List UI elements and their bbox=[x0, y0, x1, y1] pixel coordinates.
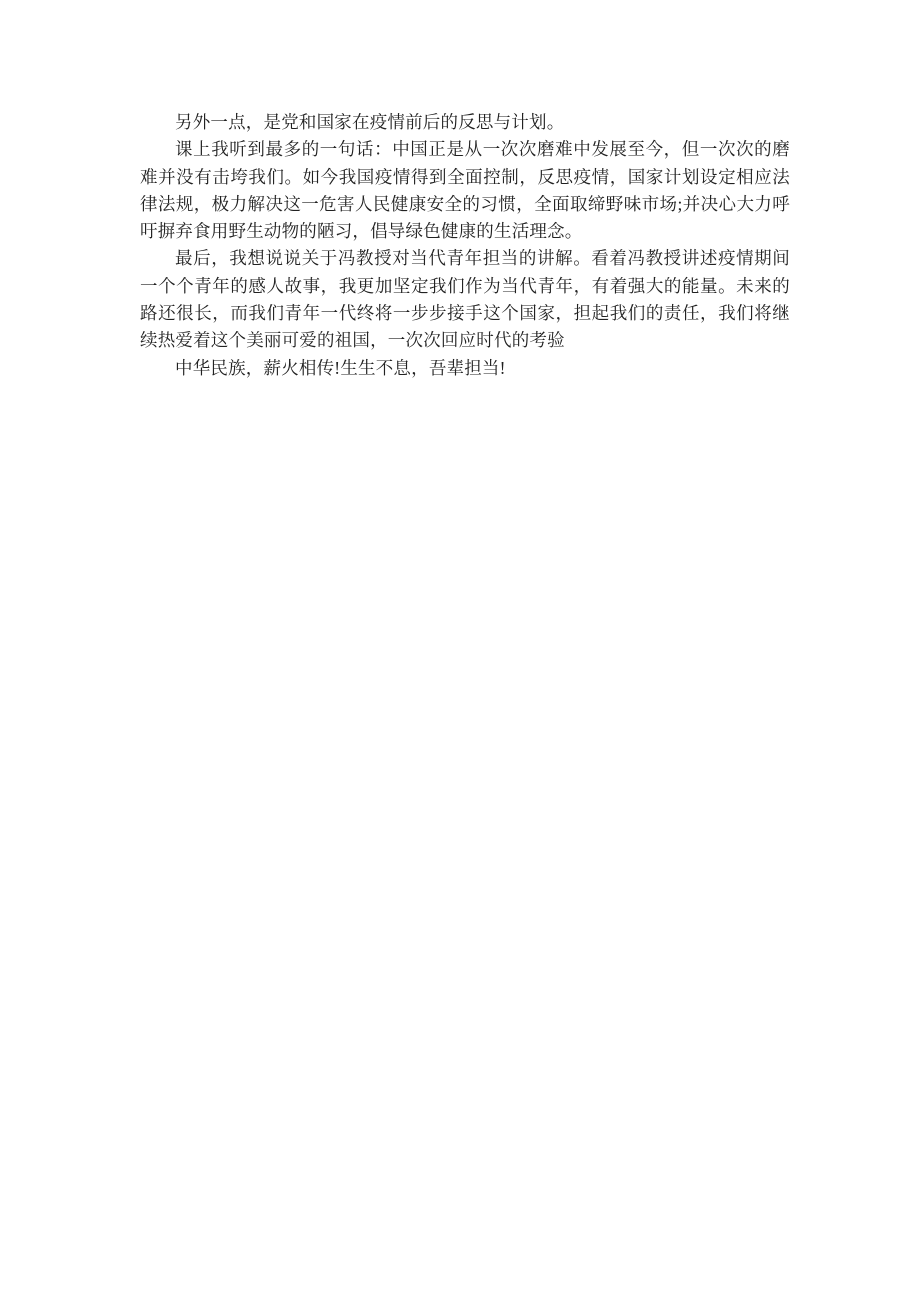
paragraph: 最后，我想说说关于冯教授对当代青年担当的讲解。看着冯教授讲述疫情期间一个个青年的感人故事，我更加坚定我们作为当代青年，有着强大的能量。未来的路还很长，而我们青年一代终将一步步接手这个国家，担起我们的责任，我们将继续热爱着这个美丽可爱的祖国，一次次回应时代的考验 bbox=[140, 248, 790, 351]
document-text-block bbox=[140, 109, 790, 382]
paragraph: 另外一点，是党和国家在疫情前后的反思与计划。 bbox=[175, 112, 565, 132]
paragraph: 中华民族，薪火相传!生生不息，吾辈担当! bbox=[175, 357, 506, 378]
paragraph: 课上我听到最多的一句话：中国正是从一次次磨难中发展至今，但一次次的磨难并没有击垮我们。如今我国疫情得到全面控制，反思疫情，国家计划设定相应法律法规，极力解决这一危害人民健康安全的习惯，全面取缔野味市场;并决心大力呼吁摒弃食用野生动物的陋习，倡导绿色健康的生活理念。 bbox=[140, 139, 790, 242]
